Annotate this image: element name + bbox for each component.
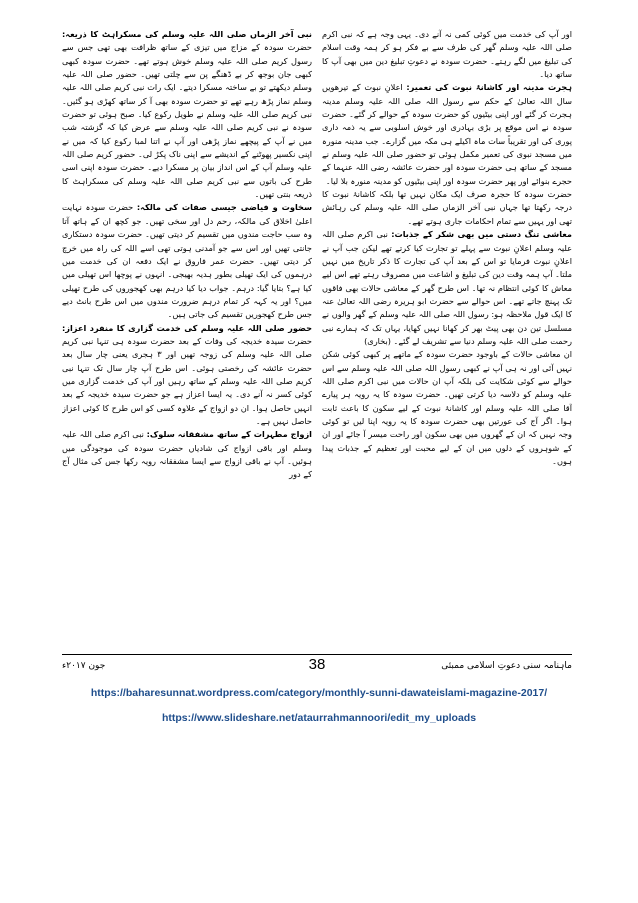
section-heading: نبی آخر الزماں صلی اللہ علیہ وسلم کی مسکراہٹ کا ذریعہ: xyxy=(62,29,312,39)
magazine-page xyxy=(62,28,572,688)
section-heading: ہجرت مدینہ اور کاشانۂ نبوت کی تعمیر: xyxy=(406,82,572,93)
section-heading: حضور صلی اللہ علیہ وسلم کی خدمت گزاری کا منفرد اعزاز: xyxy=(62,322,312,333)
left-column xyxy=(62,28,312,648)
wordpress-link[interactable]: https://baharesunnat.wordpress.com/category/monthly-sunni-dawateislami-magazine-2017/ xyxy=(90,687,548,699)
section-heading: ازواج مطہرات کے ساتھ مشفقانہ سلوک: xyxy=(146,429,312,440)
page-footer xyxy=(62,658,572,680)
right-column xyxy=(322,28,572,648)
paragraph: حضرت سودہ کا حجرہ صرف ایک مکان نہیں تھا بلکہ کاشانۂ نبوت کا درجہ رکھتا تھا جہاں نبی آخر الزماں صلی اللہ علیہ وسلم کی رہائش تھی اور یہیں سے تمام احکامات جاری ہوتے تھے۔ xyxy=(322,189,572,226)
paragraph: اور آپ کی خدمت میں کوئی کمی نہ آنے دی۔ یہی وجہ ہے کہ نبی اکرم صلی اللہ علیہ وسلم گھر کی طرف سے بے فکر ہو کر ہمہ وقت اسلام کی تبلیغ میں لگے رہتے۔ حضرت سودہ نے دعوتِ تبلیغ دین میں بھی آپ کا ساتھ دیا۔ xyxy=(322,29,572,80)
section-heading: سخاوت و فیاضی جیسی صفات کی مالکہ: xyxy=(136,202,312,213)
paragraph: نبی آخر الزماں صلی اللہ علیہ وسلم کی مسکراہٹ کا ذریعہ: حضرت سودہ کے مزاج میں تیزی کے ساتھ ظرافت بھی تھی جس سے رسول کریم صلی اللہ علیہ وسلم خوش ہوتے تھے۔ حضرت سودہ کبھی کبھی جان بوجھ کر بے ڈھنگے پن سے چلتی تھیں۔ حضور صلی اللہ علیہ وسلم دیکھتے تو بے ساختہ مسکرا دیتے۔ ایک رات نبی کریم صلی اللہ علیہ وسلم نماز پڑھ رہے تھے تو حضرت سودہ بھی آ کر ساتھ کھڑی ہو گئیں۔ نبی کریم صلی اللہ علیہ وسلم نے طویل رکوع کیا۔ صبح ہوئی تو حضرت سودہ نے نبی کریم صلی اللہ علیہ وسلم سے عرض کیا کہ گزشتہ شب میں نے آپ کے پیچھے نماز پڑھی اور آپ نے اتنا لمبا رکوع کیا کہ میں نے اپنی نکسیر پھوٹنے کے اندیشے سے اپنی ناک پکڑ لی۔ حضور کریم صلی اللہ علیہ وسلم آپ کے اس انداز بیان پر مسکرا دیے۔ حضرت سودہ اپنی اسی طرح کی باتوں سے نبی کریم صلی اللہ علیہ وسلم کی مسکراہٹ کا ذریعہ بنتی تھیں۔ xyxy=(62,29,312,200)
paragraph: ہجرت مدینہ اور کاشانۂ نبوت کی تعمیر: اعلانِ نبوت کے تیرھویں سال اللہ تعالیٰ کے حکم سے رسول اللہ صلی اللہ علیہ وسلم مدینہ ہجرت کر گئے اور اپنی بیٹیوں کو حضرت سودہ کے حوالے کر گئے۔ حضرت سودہ نے اس موقع پر بڑی بہادری اور خوش اسلوبی سے یہ ذمہ داری پوری کی اور تقریباً سات ماہ اکیلے ہی مکہ میں گزارے۔ جب مدینہ منورہ میں مسجد نبوی کی تعمیر مکمل ہوئی تو حضور صلی اللہ علیہ وسلم نے مسجد کے ساتھ ہی حضرت سودہ اور حضرت عائشہ رضی اللہ عنہما کے حجرے بنوائے اور پھر حضرت سودہ اور اپنی بیٹیوں کو مدینہ منورہ بلا لیا۔ xyxy=(322,82,572,186)
footer-divider xyxy=(62,654,572,655)
paragraph: معاشی تنگ دستی میں بھی شکر کے جذبات: نبی اکرم صلی اللہ علیہ وسلم اعلانِ نبوت سے پہلے تو تجارت کیا کرتے تھے لیکن جب آپ نے اعلانِ نبوت فرمایا تو اس کے بعد آپ کی تجارت کا ذکر تاریخ میں نہیں ملتا۔ آپ ہمہ وقت دین کی تبلیغ و اشاعت میں مصروف رہتے تھے اس لیے معاش کا کوئی انتظام نہ تھا۔ اس طرح گھر کے معاشی حالات بھی فاقوں تک پہنچ جاتے تھے۔ اس حوالے سے حضرت ابو ہریرہ رضی اللہ تعالیٰ عنہ کا ایک قول ملاحظہ ہو: رسول اللہ صلی اللہ علیہ وسلم کے گھر والوں نے مسلسل تین دن بھی پیٹ بھر کر کھانا نہیں کھایا، یہاں تک کہ ہمارے نبی رحمت صلی اللہ علیہ وسلم دنیا سے تشریف لے گئے۔ (بخاری) xyxy=(322,229,572,346)
paragraph: سخاوت و فیاضی جیسی صفات کی مالکہ: حضرت سودہ نہایت اعلیٰ اخلاق کی مالکہ، رحم دل اور سخی تھیں۔ جو کچھ ان کے ہاتھ آتا وہ سب حاجت مندوں میں تقسیم کر دیتی تھیں۔ حضرت سودہ دستکاری جانتی تھیں اور اس سے جو آمدنی ہوتی تھی اسے اللہ کی راہ میں خرچ کر دیتی تھیں۔ حضرت عمر فاروق نے ایک دفعہ ان کی خدمت میں درہموں کی ایک تھیلی بطور ہدیہ بھیجی۔ انہوں نے پوچھا اس تھیلی میں کیا ہے؟ بتایا گیا: درہم۔ جواب دیا کیا درہم بھی کھجوروں کی طرح تھیلی میں؟ اور یہ کہہ کر تمام درہم ضرورت مندوں میں اس طرح بانٹ دیے جس طرح کھجوریں تقسیم کی جاتی ہیں۔ xyxy=(62,202,312,320)
magazine-name: ماہنامہ سنی دعوتِ اسلامی ممبئی xyxy=(441,661,572,671)
slideshare-link[interactable]: https://www.slideshare.net/ataurrahmannoori/edit_my_uploads xyxy=(161,712,477,724)
section-heading: معاشی تنگ دستی میں بھی شکر کے جذبات: xyxy=(391,229,572,240)
issue-date: جون ۲۰۱۷ء xyxy=(62,661,106,671)
paragraph: ان معاشی حالات کے باوجود حضرت سودہ کے ماتھے پر کبھی کوئی شکن نہیں آئی اور نہ ہی آپ نے کبھی رسول اللہ صلی اللہ علیہ وسلم سے اس حوالے سے کوئی شکایت کی بلکہ آپ ان حالات میں نبی اکرم صلی اللہ علیہ وسلم کو دلاسہ دیا کرتی تھیں۔ حضرت سودہ کا یہ رویہ ہر پیارے آقا صلی اللہ علیہ وسلم اور کاشانۂ نبوت کے لیے سکون کا باعث ثابت ہوا۔ اگر آج کی عورتیں بھی حضرت سودہ کا یہ رویہ اپنا لیں تو کوئی وجہ نہیں کہ ان کے گھروں میں بھی سکون اور راحت میسر آ جائے اور ان کے شوہروں کے دلوں میں ان کے لیے محبت اور تعظیم کے جذبات پیدا ہوں۔ xyxy=(322,349,572,466)
source-links xyxy=(0,687,638,724)
paragraph: ازواج مطہرات کے ساتھ مشفقانہ سلوک: نبی اکرم صلی اللہ علیہ وسلم اور باقی ازواج کی شادیاں حضرت سودہ کی موجودگی میں ہوئیں۔ آپ نے باقی ازواج سے ایسا مشفقانہ رویہ رکھا جس کی مثال آج کے دور xyxy=(62,429,312,480)
paragraph: حضور صلی اللہ علیہ وسلم کی خدمت گزاری کا منفرد اعزاز: حضرت سیدہ خدیجہ کی وفات کے بعد حضرت سودہ ہی تنہا نبی کریم صلی اللہ علیہ وسلم کی زوجہ تھیں اور ۳ ہجری یعنی چار سال بعد حضرت عائشہ کی رخصتی ہوئی۔ اس طرح آپ چار سال تک تنہا نبی کریم صلی اللہ علیہ وسلم کے ساتھ رہیں اور آپ کی خدمت گزاری میں کوئی کسر نہ آنے دی۔ یہ ایسا اعزاز ہے جو حضرت سیدہ خدیجہ کے بعد انہیں حاصل ہوا۔ ان دو ازواج کے علاوہ کسی کو اس طرح کا کوئی اعزاز حاصل نہیں ہے۔ xyxy=(62,322,312,426)
page-number: 38 xyxy=(308,656,326,673)
